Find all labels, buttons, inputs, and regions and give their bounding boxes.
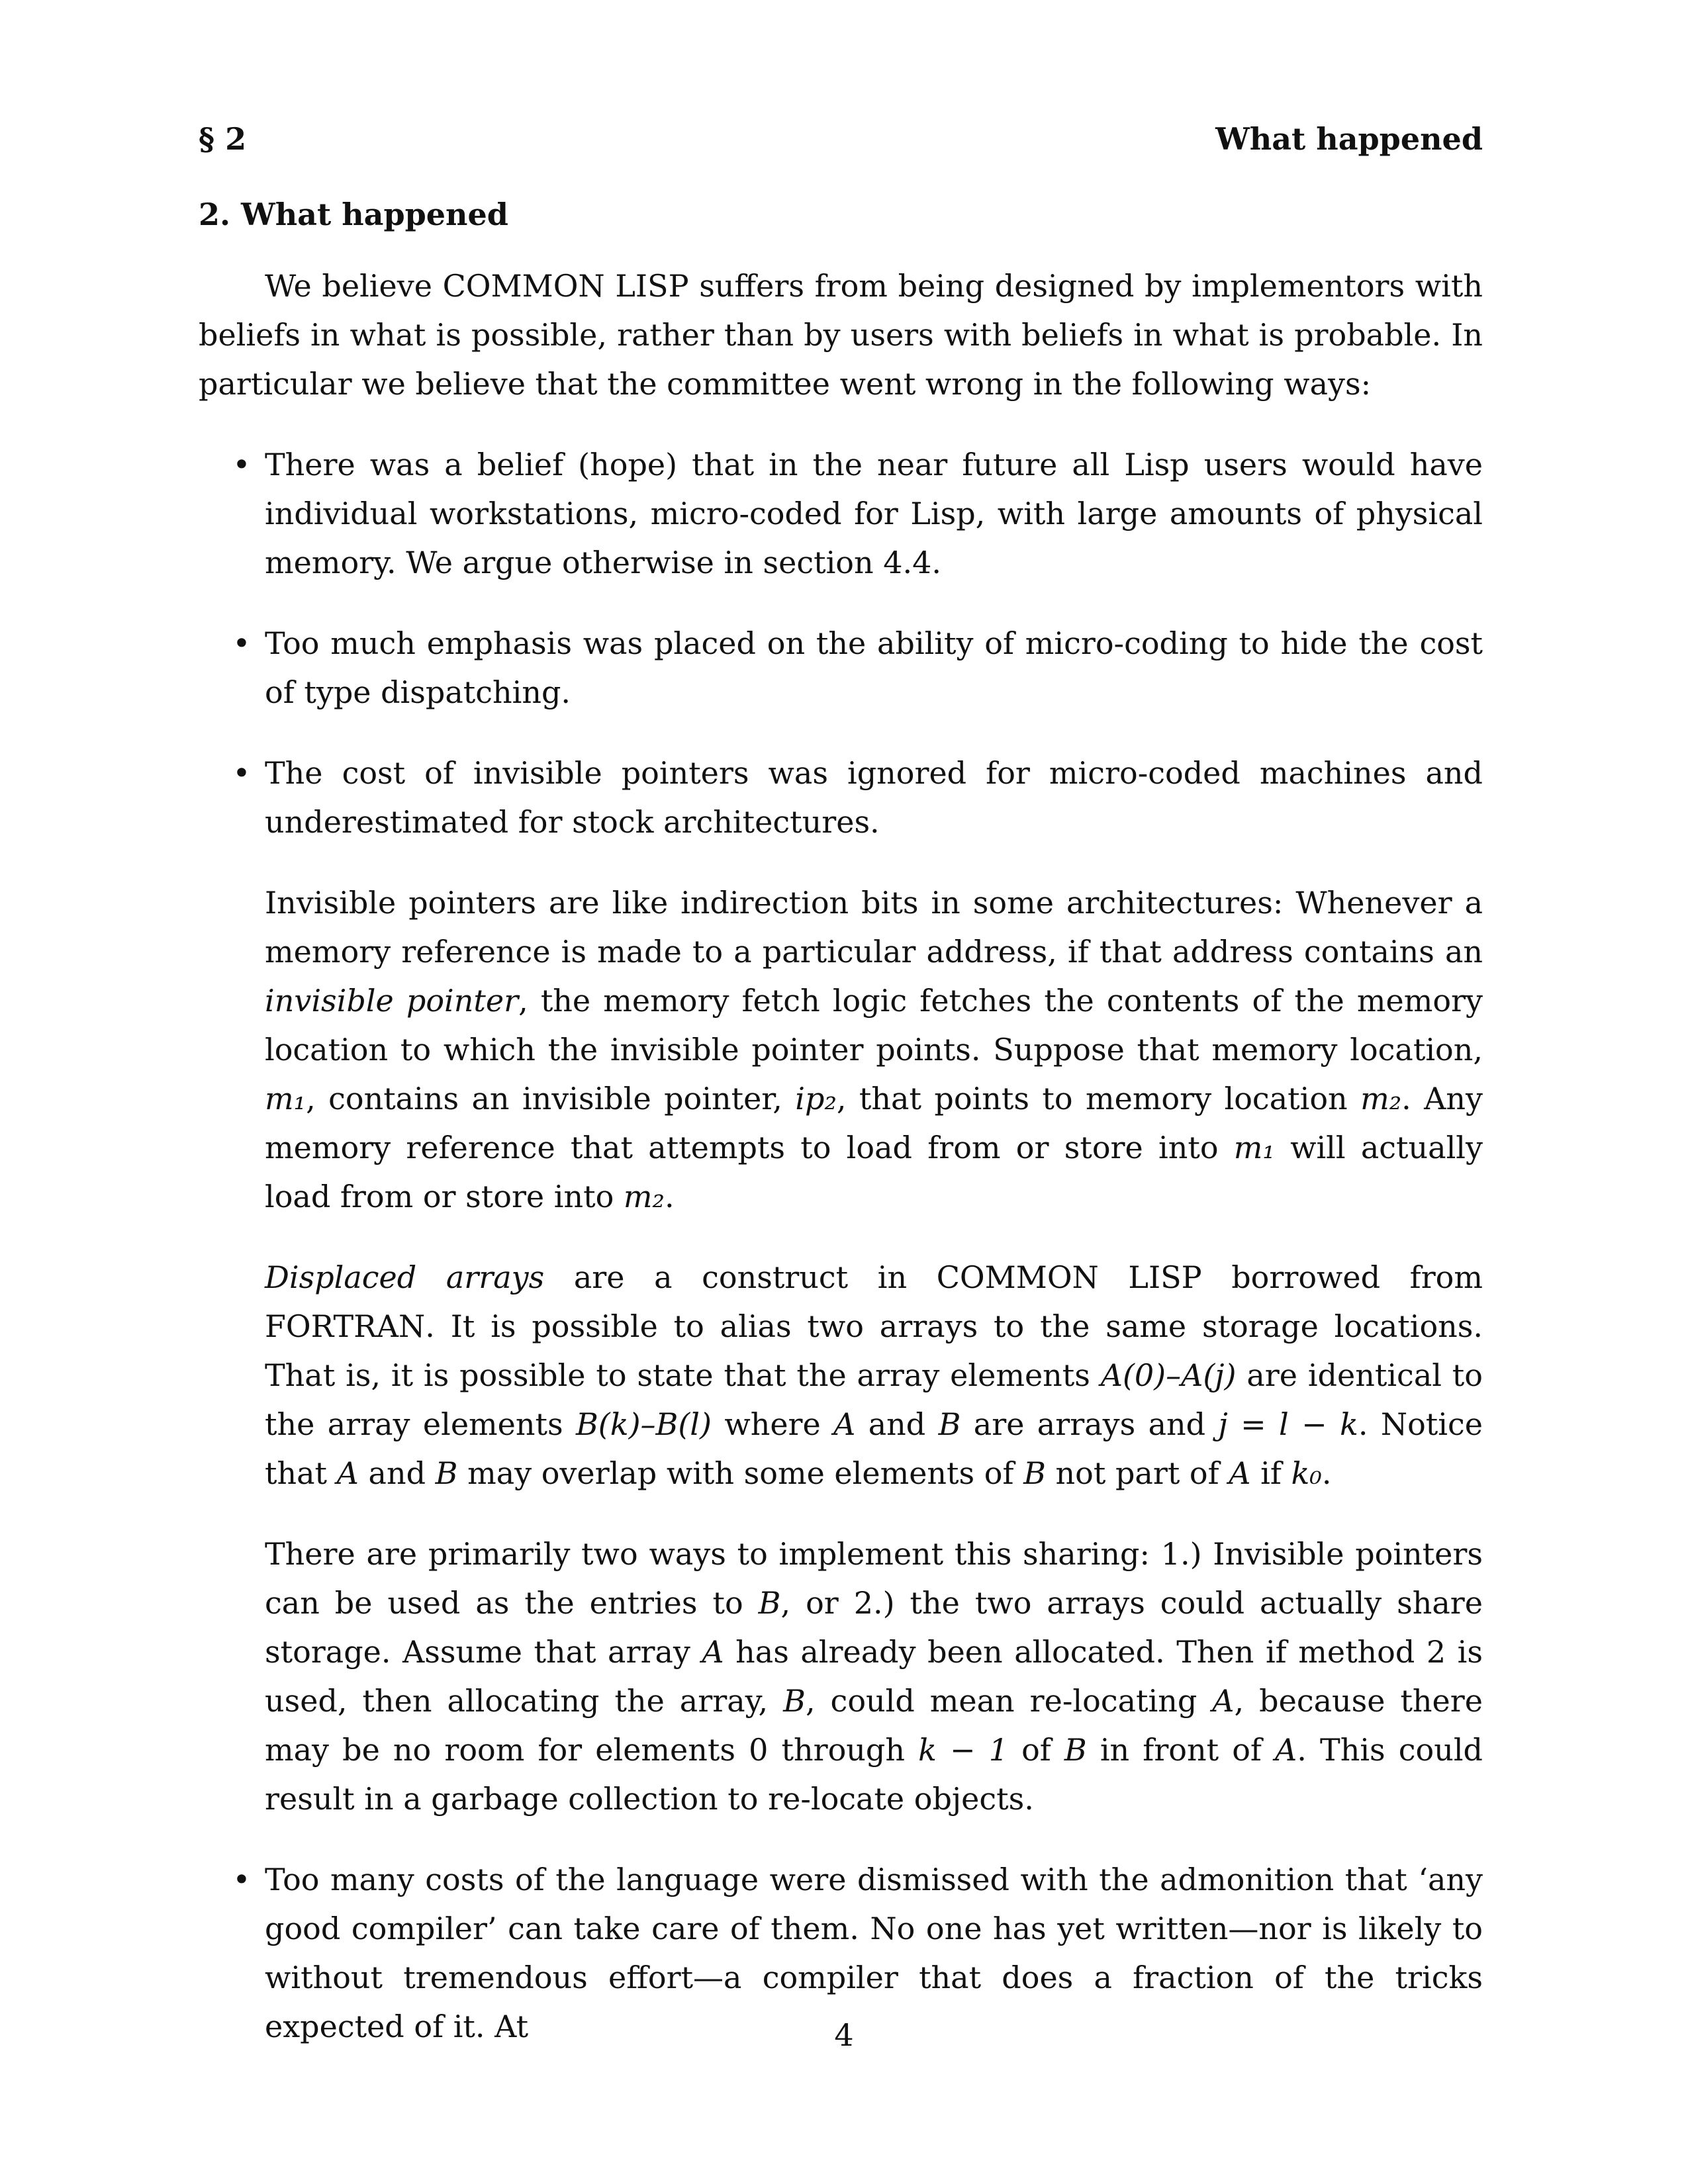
- list-item-text: There was a belief (hope) that in the near future all Lisp users would have individual workstations, micro-coded for Lisp, with large amounts of physical memory. We argue otherwise in section 4.4.: [265, 447, 1483, 580]
- list-item: [199, 619, 1483, 717]
- bullet-icon: •: [232, 1862, 251, 1897]
- list-item-text: Too much emphasis was placed on the ability of micro-coding to hide the cost of type dispatching.: [265, 625, 1483, 710]
- bullet-icon: •: [232, 755, 251, 791]
- bullet-list: [199, 440, 1483, 2051]
- body-text: [199, 261, 1483, 2083]
- page-number: 4: [834, 2017, 854, 2053]
- invisible-pointers-paragraph: Invisible pointers are like indirection bits in some architectures: Whenever a memory reference is made to a particular address, if that address contains an invisible pointer, the memory fetch logic fetches the contents of the memory location to which the invisible pointer points. Suppose that memory location, m₁, contains an invisible pointer, ip₂, that points to memory location m₂. Any memory reference that attempts to load from or store into m₁ will actually load from or store into m₂.: [265, 885, 1483, 1214]
- list-item: [199, 749, 1483, 1823]
- list-item-text: Too many costs of the language were dismissed with the admonition that ‘any good compiler’ can take care of them. No one has yet written—nor is likely to without tremendous effort—a compiler that does a fraction of the tricks expected of it. At: [265, 1862, 1483, 2044]
- running-header: [199, 116, 1483, 162]
- section-mark: § 2: [199, 121, 247, 157]
- displaced-arrays-term: Displaced arrays: [265, 1259, 545, 1295]
- list-item-text: The cost of invisible pointers was ignored for micro-coded machines and underestimated for stock architectures.: [265, 755, 1483, 840]
- sharing-paragraph: There are primarily two ways to implement this sharing: 1.) Invisible pointers can be used as the entries to B, or 2.) the two arrays could actually share storage. Assume that array A has already been allocated. Then if method 2 is used, then allocating the array, B, could mean re-locating A, because there may be no room for elements 0 through k − 1 of B in front of A. This could result in a garbage collection to re-locate objects.: [265, 1536, 1483, 1817]
- bullet-icon: •: [232, 447, 251, 482]
- section-heading: 2. What happened: [199, 197, 508, 232]
- page: [199, 116, 1483, 2068]
- invisible-pointer-term: invisible pointer: [265, 983, 519, 1019]
- displaced-arrays-paragraph: Displaced arrays are a construct in COMMON LISP borrowed from FORTRAN. It is possible to alias two arrays to the same storage locations. That is, it is possible to state that the array elements A(0)–A(j) are identical to the array elements B(k)–B(l) where A and B are arrays and j = l − k. Notice that A and B may overlap with some elements of B not part of A if k₀.: [265, 1259, 1483, 1491]
- intro-paragraph: We believe COMMON LISP suffers from being designed by implementors with beliefs in what is possible, rather than by users with beliefs in what is probable. In particular we believe that the committee went wrong in the following ways:: [199, 268, 1483, 402]
- list-item: [199, 440, 1483, 587]
- running-title: What happened: [1215, 121, 1483, 157]
- bullet-icon: •: [232, 625, 251, 661]
- common-lisp-name: COMMON LISP: [442, 268, 689, 304]
